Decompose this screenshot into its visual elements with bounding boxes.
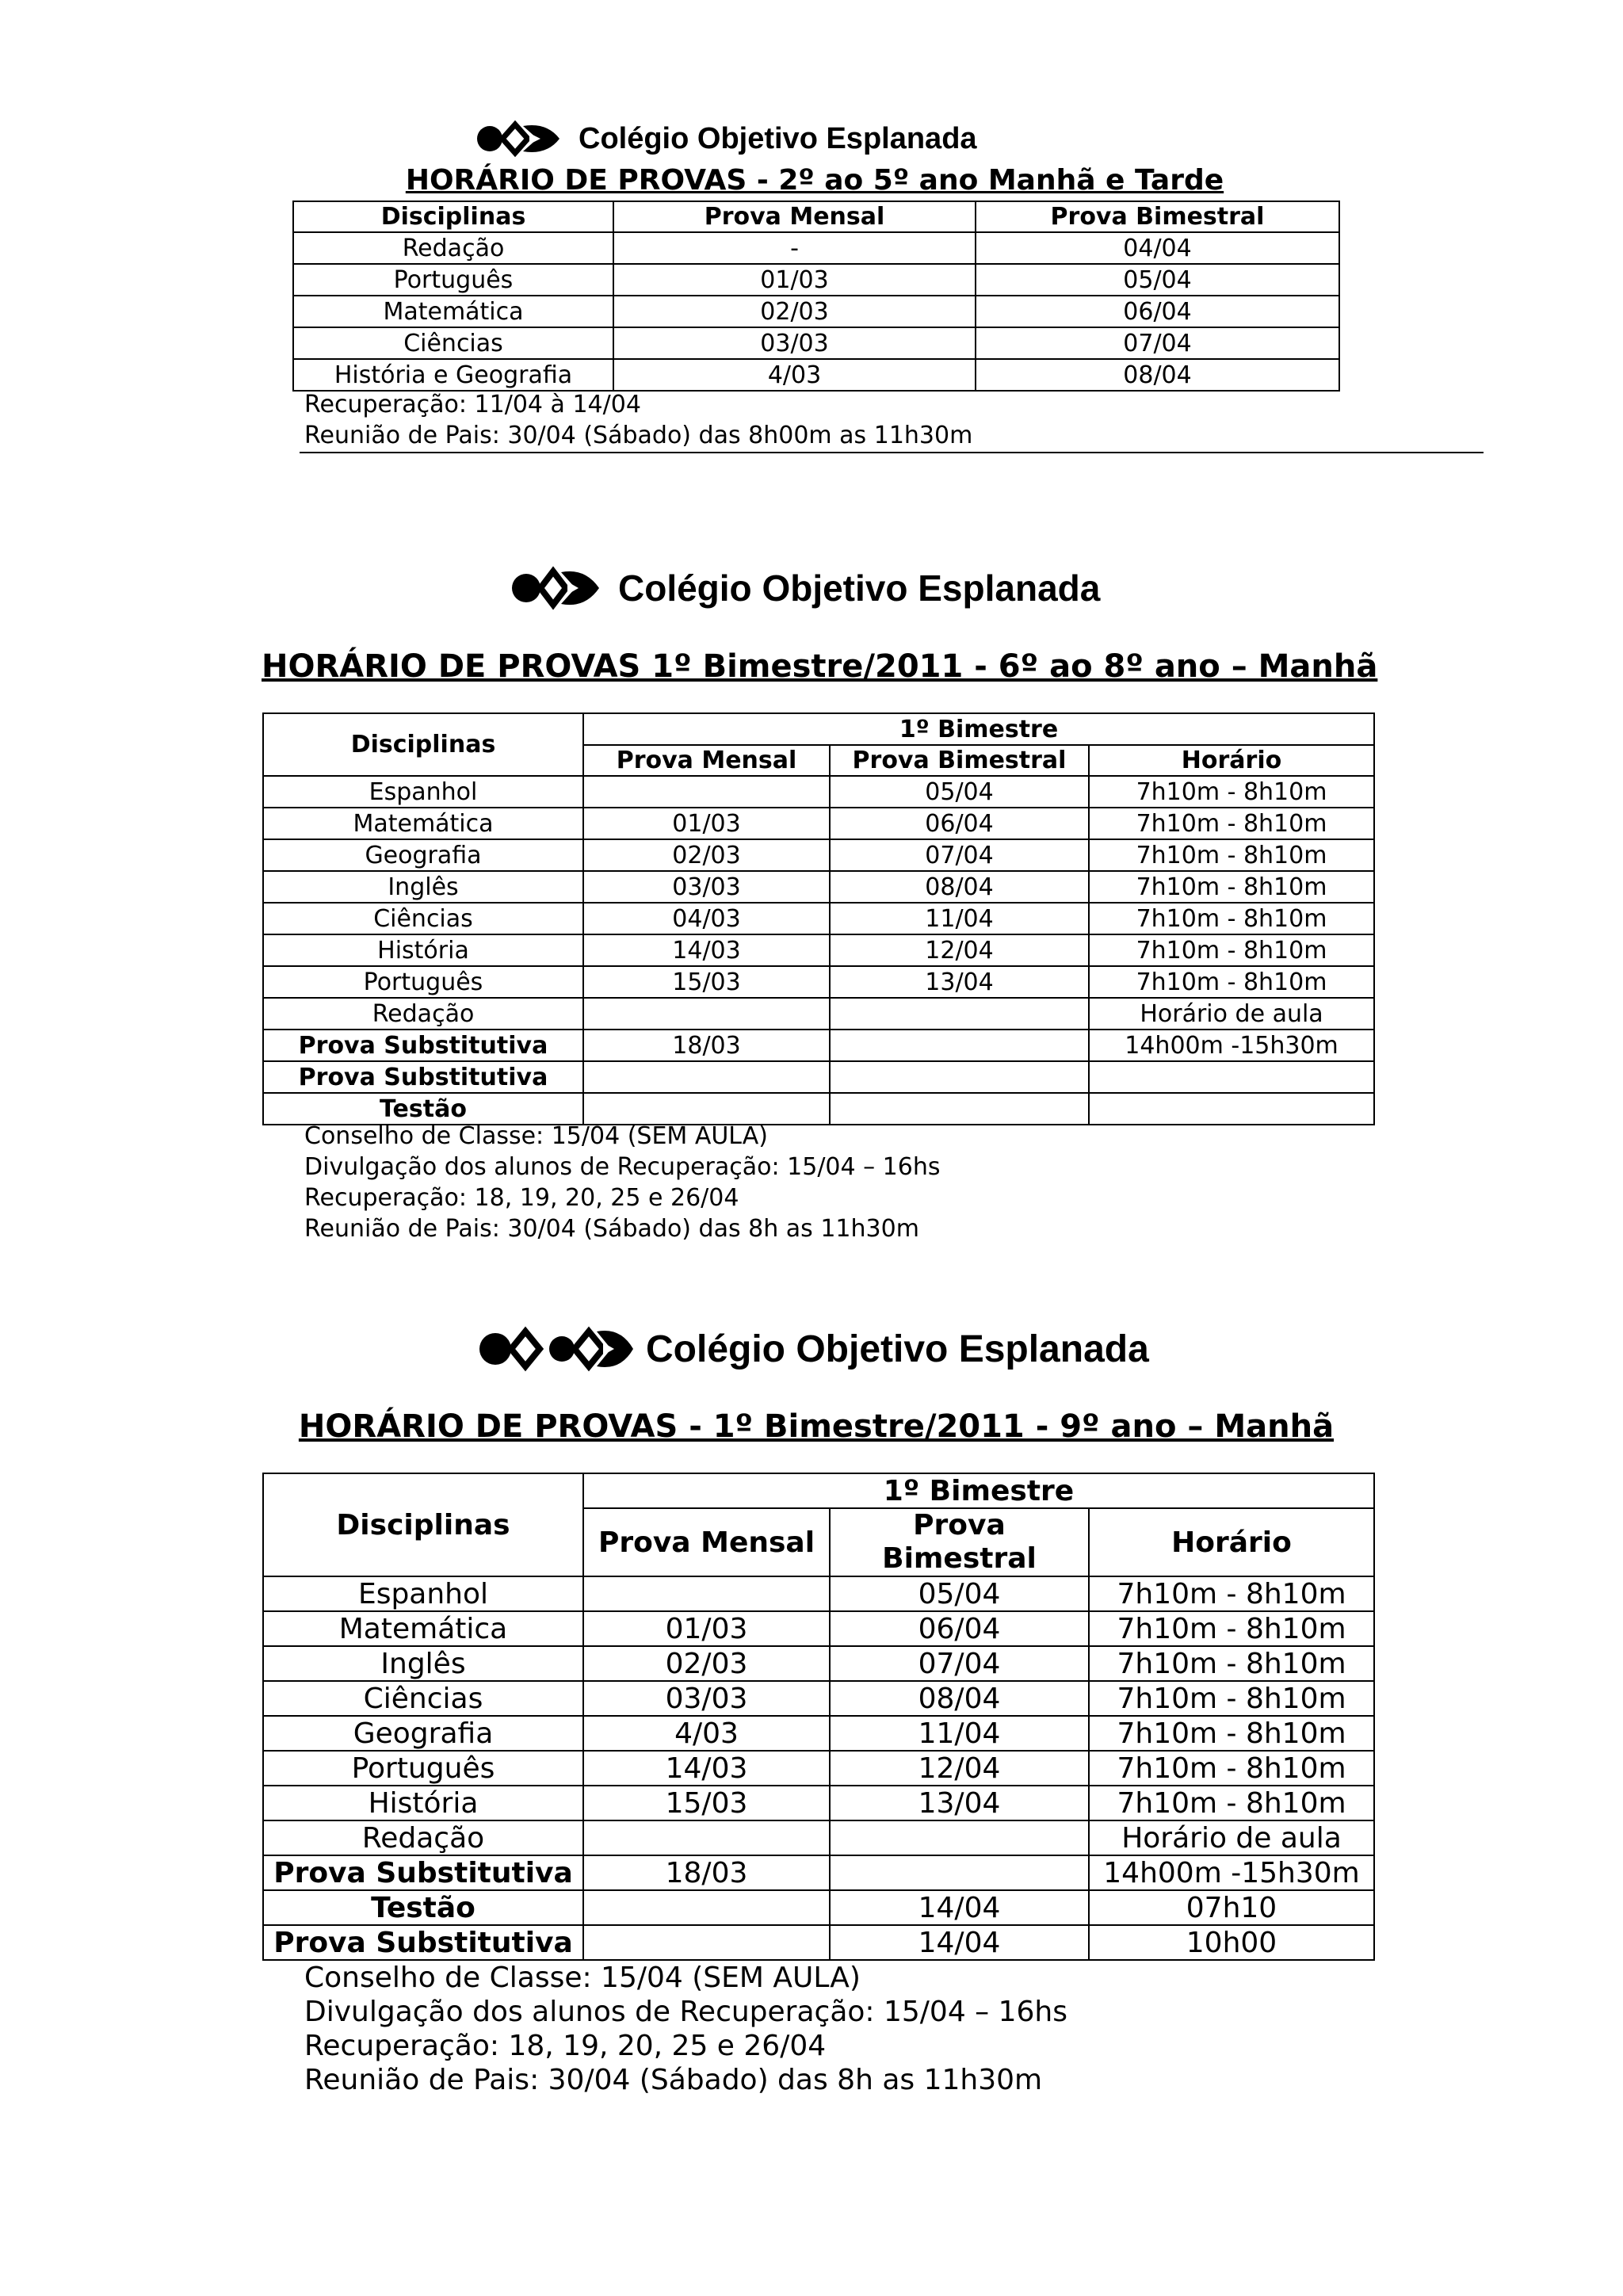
page-title-2: HORÁRIO DE PROVAS 1º Bimestre/2011 - 6º ao 8º ano – Manhã — [262, 648, 1378, 685]
school-emblem-icon — [474, 117, 567, 160]
cell-bimestral: 07/04 — [830, 1646, 1089, 1681]
cell-bimestral: 12/04 — [830, 1751, 1089, 1786]
cell-horario: 7h10m - 8h10m — [1089, 966, 1374, 998]
col-header-prova-mensal: Prova Mensal — [583, 1508, 830, 1576]
table-row — [263, 934, 1374, 966]
cell-horario: 7h10m - 8h10m — [1089, 808, 1374, 839]
note-recuperacao: Recuperação: 18, 19, 20, 25 e 26/04 — [304, 2030, 827, 2062]
cell-mensal: 4/03 — [613, 359, 976, 391]
table-row — [263, 776, 1374, 808]
cell-bimestral — [830, 1061, 1089, 1093]
table-row — [263, 1786, 1374, 1820]
col-group-header-bimestre: 1º Bimestre — [583, 713, 1374, 745]
cell-bimestral: 13/04 — [830, 966, 1089, 998]
cell-subject: Redação — [263, 998, 583, 1030]
table-row — [263, 808, 1374, 839]
cell-subject: Português — [263, 966, 583, 998]
cell-mensal — [583, 1820, 830, 1855]
table-row — [263, 1855, 1374, 1890]
cell-horario: Horário de aula — [1089, 998, 1374, 1030]
cell-horario: 7h10m - 8h10m — [1089, 1786, 1374, 1820]
cell-bimestral: 11/04 — [830, 903, 1089, 934]
note-conselho-classe: Conselho de Classe: 15/04 (SEM AULA) — [304, 1122, 768, 1150]
exam-table-1 — [292, 201, 1340, 392]
cell-bimestral: 06/04 — [830, 1611, 1089, 1646]
cell-bimestral: 14/04 — [830, 1890, 1089, 1925]
cell-bimestral: 12/04 — [830, 934, 1089, 966]
cell-mensal — [583, 776, 830, 808]
page-title-1: HORÁRIO DE PROVAS - 2º ao 5º ano Manhã e Tarde — [405, 164, 1224, 197]
note-conselho-classe: Conselho de Classe: 15/04 (SEM AULA) — [304, 1962, 861, 1994]
table-row — [293, 359, 1339, 391]
col-group-header-bimestre: 1º Bimestre — [583, 1473, 1374, 1508]
cell-mensal: 04/03 — [583, 903, 830, 934]
col-header-disciplinas: Disciplinas — [293, 201, 613, 232]
cell-bimestral: 05/04 — [830, 776, 1089, 808]
notes-3 — [304, 1961, 1067, 2097]
note-reuniao-pais: Reunião de Pais: 30/04 (Sábado) das 8h00m as 11h30m — [304, 422, 973, 449]
cell-horario: 7h10m - 8h10m — [1089, 1716, 1374, 1751]
cell-subject: Espanhol — [263, 776, 583, 808]
cell-horario: 14h00m -15h30m — [1089, 1030, 1374, 1061]
table-row — [293, 296, 1339, 327]
cell-horario: 7h10m - 8h10m — [1089, 776, 1374, 808]
cell-mensal: 01/03 — [583, 1611, 830, 1646]
cell-subject: Ciências — [263, 1681, 583, 1716]
col-header-prova-bimestral — [830, 1508, 1089, 1576]
school-emblem-icon — [478, 1316, 636, 1382]
cell-mensal: 03/03 — [583, 871, 830, 903]
cell-subject: Redação — [293, 232, 613, 264]
table-row — [263, 903, 1374, 934]
cell-horario: 7h10m - 8h10m — [1089, 1751, 1374, 1786]
cell-bimestral: 11/04 — [830, 1716, 1089, 1751]
cell-subject: Inglês — [263, 1646, 583, 1681]
table-row — [263, 1681, 1374, 1716]
cell-subject: Ciências — [293, 327, 613, 359]
cell-horario: 10h00 — [1089, 1925, 1374, 1960]
cell-bimestral: 07/04 — [830, 839, 1089, 871]
page-title-3: HORÁRIO DE PROVAS - 1º Bimestre/2011 - 9º ano – Manhã — [298, 1408, 1335, 1445]
school-logo-2 — [510, 561, 1100, 615]
table-header-row — [263, 713, 1374, 745]
cell-mensal — [583, 1925, 830, 1960]
table-header-row — [293, 201, 1339, 232]
cell-bimestral — [830, 1855, 1089, 1890]
cell-horario: 7h10m - 8h10m — [1089, 1646, 1374, 1681]
cell-mensal — [583, 1890, 830, 1925]
col-header-prova-bimestral: Prova Bimestral — [830, 745, 1089, 776]
cell-horario — [1089, 1093, 1374, 1125]
note-recuperacao: Recuperação: 18, 19, 20, 25 e 26/04 — [304, 1184, 739, 1212]
notes-1 — [304, 389, 972, 451]
cell-mensal: 02/03 — [583, 1646, 830, 1681]
col-header-disciplinas: Disciplinas — [263, 1473, 583, 1576]
table-row — [263, 839, 1374, 871]
table-row — [293, 264, 1339, 296]
notes-2 — [304, 1121, 941, 1244]
col-header-prova-bimestral-line2: Bimestral — [882, 1542, 1037, 1575]
cell-mensal: 02/03 — [613, 296, 976, 327]
cell-subject: Português — [293, 264, 613, 296]
cell-subject: Geografia — [263, 1716, 583, 1751]
col-header-horario: Horário — [1089, 745, 1374, 776]
cell-mensal — [583, 1093, 830, 1125]
col-header-prova-bimestral-line1: Prova — [913, 1509, 1006, 1541]
table-row — [263, 998, 1374, 1030]
cell-mensal: 03/03 — [583, 1681, 830, 1716]
table-row — [263, 1061, 1374, 1093]
cell-bimestral — [830, 1030, 1089, 1061]
cell-subject: História — [263, 1786, 583, 1820]
school-logo-3 — [478, 1316, 1149, 1382]
school-logo-1 — [474, 117, 977, 160]
cell-horario: 7h10m - 8h10m — [1089, 1576, 1374, 1611]
note-divulgacao: Divulgação dos alunos de Recuperação: 15/04 – 16hs — [304, 1153, 941, 1181]
col-header-prova-mensal: Prova Mensal — [583, 745, 830, 776]
table-row — [293, 327, 1339, 359]
cell-bimestral: 08/04 — [830, 1681, 1089, 1716]
cell-subject: Inglês — [263, 871, 583, 903]
table-row — [263, 1925, 1374, 1960]
cell-bimestral: 05/04 — [830, 1576, 1089, 1611]
cell-subject: Matemática — [263, 1611, 583, 1646]
cell-subject: História — [263, 934, 583, 966]
cell-subject: Matemática — [263, 808, 583, 839]
note-reuniao-pais: Reunião de Pais: 30/04 (Sábado) das 8h as 11h30m — [304, 1215, 919, 1243]
cell-bimestral — [830, 1093, 1089, 1125]
note-recuperacao: Recuperação: 11/04 à 14/04 — [304, 391, 641, 418]
cell-horario: Horário de aula — [1089, 1820, 1374, 1855]
cell-bimestral: 05/04 — [976, 264, 1339, 296]
cell-bimestral: 13/04 — [830, 1786, 1089, 1820]
cell-mensal: 02/03 — [583, 839, 830, 871]
cell-bimestral: 07/04 — [976, 327, 1339, 359]
note-divulgacao: Divulgação dos alunos de Recuperação: 15/04 – 16hs — [304, 1996, 1067, 2028]
cell-horario: 7h10m - 8h10m — [1089, 1681, 1374, 1716]
cell-subject: Prova Substitutiva — [263, 1855, 583, 1890]
note-reuniao-pais: Reunião de Pais: 30/04 (Sábado) das 8h as 11h30m — [304, 2064, 1043, 2096]
cell-mensal: 14/03 — [583, 934, 830, 966]
cell-mensal: 03/03 — [613, 327, 976, 359]
cell-subject: Espanhol — [263, 1576, 583, 1611]
col-header-prova-mensal: Prova Mensal — [613, 201, 976, 232]
cell-mensal — [583, 1061, 830, 1093]
cell-subject: Prova Substitutiva — [263, 1030, 583, 1061]
table-row — [263, 1751, 1374, 1786]
cell-horario: 7h10m - 8h10m — [1089, 1611, 1374, 1646]
table-row — [263, 871, 1374, 903]
table-row — [263, 1646, 1374, 1681]
cell-subject: História e Geografia — [293, 359, 613, 391]
cell-subject: Redação — [263, 1820, 583, 1855]
school-name: Colégio Objetivo Esplanada — [579, 121, 977, 155]
cell-bimestral: 04/04 — [976, 232, 1339, 264]
exam-table-2 — [262, 712, 1375, 1125]
cell-bimestral: 06/04 — [830, 808, 1089, 839]
table-row — [263, 1611, 1374, 1646]
cell-subject: Prova Substitutiva — [263, 1925, 583, 1960]
cell-bimestral: 06/04 — [976, 296, 1339, 327]
cell-mensal: - — [613, 232, 976, 264]
cell-mensal: 01/03 — [613, 264, 976, 296]
cell-mensal: 14/03 — [583, 1751, 830, 1786]
cell-horario — [1089, 1061, 1374, 1093]
table-row — [263, 1716, 1374, 1751]
cell-horario: 14h00m -15h30m — [1089, 1855, 1374, 1890]
col-header-prova-bimestral: Prova Bimestral — [976, 201, 1339, 232]
separator-line — [300, 452, 1484, 453]
table-row — [263, 1030, 1374, 1061]
cell-horario: 07h10 — [1089, 1890, 1374, 1925]
cell-mensal: 15/03 — [583, 1786, 830, 1820]
cell-bimestral: 08/04 — [830, 871, 1089, 903]
cell-subject: Testão — [263, 1093, 583, 1125]
table-header-row — [263, 1473, 1374, 1508]
cell-mensal: 01/03 — [583, 808, 830, 839]
table-row — [263, 1576, 1374, 1611]
exam-table-3 — [262, 1473, 1375, 1961]
cell-bimestral: 08/04 — [976, 359, 1339, 391]
table-row — [263, 1820, 1374, 1855]
col-header-disciplinas: Disciplinas — [263, 713, 583, 776]
cell-subject: Ciências — [263, 903, 583, 934]
cell-horario: 7h10m - 8h10m — [1089, 871, 1374, 903]
table-row — [293, 232, 1339, 264]
cell-bimestral — [830, 998, 1089, 1030]
cell-horario: 7h10m - 8h10m — [1089, 839, 1374, 871]
school-name: Colégio Objetivo Esplanada — [618, 567, 1101, 609]
cell-subject: Geografia — [263, 839, 583, 871]
cell-mensal: 18/03 — [583, 1030, 830, 1061]
cell-horario: 7h10m - 8h10m — [1089, 903, 1374, 934]
cell-bimestral — [830, 1820, 1089, 1855]
cell-bimestral: 14/04 — [830, 1925, 1089, 1960]
table-row — [263, 1093, 1374, 1125]
cell-subject: Matemática — [293, 296, 613, 327]
col-header-horario: Horário — [1089, 1508, 1374, 1576]
cell-mensal — [583, 998, 830, 1030]
table-row — [263, 966, 1374, 998]
cell-mensal: 15/03 — [583, 966, 830, 998]
cell-mensal — [583, 1576, 830, 1611]
cell-mensal: 4/03 — [583, 1716, 830, 1751]
school-emblem-icon — [510, 561, 604, 615]
school-name: Colégio Objetivo Esplanada — [646, 1328, 1149, 1370]
table-row — [263, 1890, 1374, 1925]
cell-horario: 7h10m - 8h10m — [1089, 934, 1374, 966]
cell-subject: Testão — [263, 1890, 583, 1925]
cell-subject: Prova Substitutiva — [263, 1061, 583, 1093]
cell-mensal: 18/03 — [583, 1855, 830, 1890]
cell-subject: Português — [263, 1751, 583, 1786]
